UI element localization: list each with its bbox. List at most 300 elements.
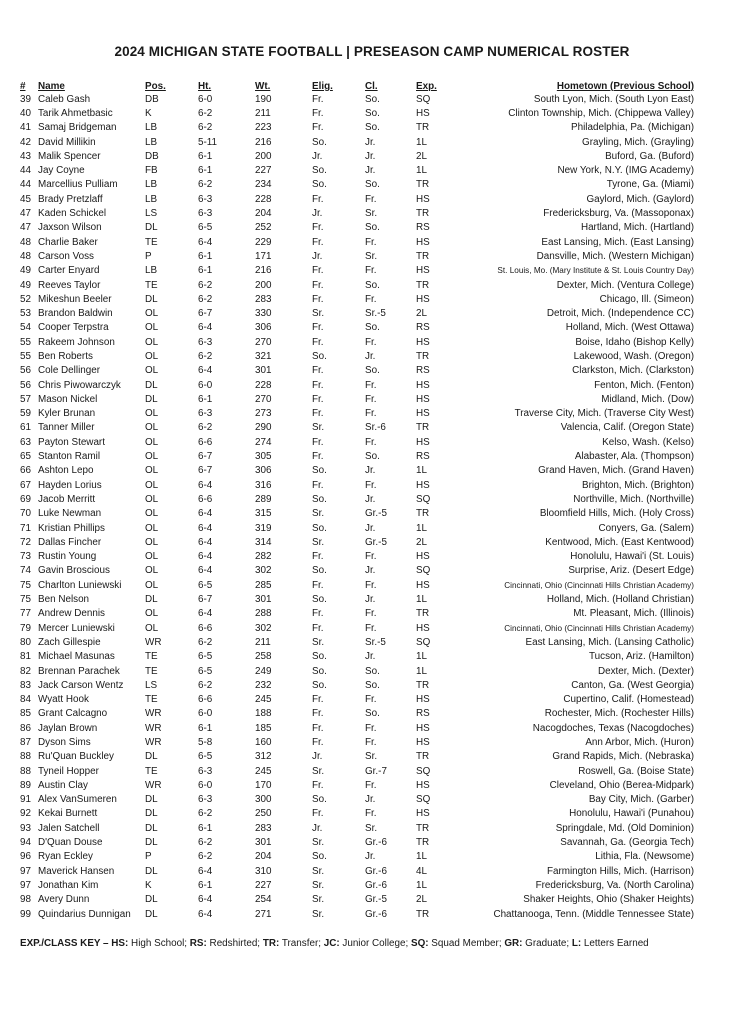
- player-name: Michael Masunas: [38, 651, 115, 663]
- player-name: Grant Calcagno: [38, 708, 108, 720]
- player-eligibility: So.: [312, 493, 327, 505]
- player-eligibility: So.: [312, 465, 327, 477]
- player-weight: 283: [255, 822, 272, 834]
- player-class: Sr.: [365, 250, 378, 262]
- player-height: 6-7: [198, 465, 213, 477]
- player-eligibility: Sr.: [312, 908, 325, 920]
- player-number: 40: [20, 107, 31, 119]
- player-eligibility: Sr.: [312, 422, 325, 434]
- table-row: [20, 235, 694, 249]
- player-name: Caleb Gash: [38, 93, 91, 105]
- player-eligibility: Sr.: [312, 879, 325, 891]
- player-eligibility: Fr.: [312, 322, 324, 334]
- player-position: LB: [145, 193, 158, 205]
- player-experience: HS: [416, 336, 430, 348]
- player-hometown: Boise, Idaho (Bishop Kelly): [575, 336, 694, 348]
- player-hometown: Cincinnati, Ohio (Cincinnati Hills Christian Academy): [504, 580, 694, 590]
- player-height: 6-4: [198, 908, 213, 920]
- player-weight: 252: [255, 222, 272, 234]
- table-row: [20, 878, 694, 892]
- player-experience: HS: [416, 808, 430, 820]
- header-number: #: [20, 80, 26, 92]
- player-experience: TR: [416, 822, 430, 834]
- player-number: 97: [20, 865, 31, 877]
- player-name: Ashton Lepo: [38, 465, 94, 477]
- player-eligibility: Sr.: [312, 865, 325, 877]
- player-name: Kyler Brunan: [38, 408, 96, 420]
- player-height: 6-7: [198, 451, 213, 463]
- player-position: OL: [145, 479, 159, 491]
- player-position: DL: [145, 594, 158, 606]
- player-weight: 301: [255, 837, 272, 849]
- player-eligibility: Fr.: [312, 393, 324, 405]
- player-name: Gavin Broscious: [38, 565, 110, 577]
- header-name: Name: [38, 80, 65, 92]
- player-hometown: Dexter, Mich. (Ventura College): [556, 279, 694, 291]
- player-experience: TR: [416, 679, 430, 691]
- table-row: [20, 407, 694, 421]
- player-hometown: Conyers, Ga. (Salem): [598, 522, 694, 534]
- roster-table: [20, 80, 694, 921]
- player-experience: RS: [416, 708, 430, 720]
- player-position: OL: [145, 536, 159, 548]
- player-experience: RS: [416, 322, 430, 334]
- player-experience: HS: [416, 236, 430, 248]
- player-eligibility: Fr.: [312, 708, 324, 720]
- player-position: WR: [145, 737, 162, 748]
- player-number: 41: [20, 122, 31, 134]
- player-height: 6-5: [198, 751, 213, 763]
- table-row: [20, 650, 694, 664]
- player-weight: 285: [255, 579, 272, 591]
- player-hometown: Alabaster, Ala. (Thompson): [574, 451, 694, 463]
- player-height: 6-2: [198, 808, 213, 820]
- player-hometown: Grand Rapids, Mich. (Nebraska): [552, 751, 694, 763]
- player-position: OL: [145, 622, 159, 634]
- player-name: Carson Voss: [38, 250, 94, 262]
- player-class: So.: [365, 93, 380, 105]
- player-height: 6-1: [198, 822, 213, 834]
- player-height: 6-1: [198, 150, 213, 162]
- player-weight: 289: [255, 493, 272, 505]
- player-position: DL: [145, 379, 158, 391]
- player-experience: 1L: [416, 522, 427, 534]
- player-position: DB: [145, 93, 159, 105]
- player-weight: 204: [255, 851, 272, 863]
- player-position: DL: [145, 908, 158, 920]
- player-number: 49: [20, 279, 31, 291]
- player-number: 89: [20, 779, 31, 791]
- roster-body: [20, 92, 694, 921]
- player-experience: SQ: [416, 493, 431, 505]
- player-eligibility: Sr.: [312, 894, 325, 906]
- player-height: 6-4: [198, 565, 213, 577]
- player-eligibility: Fr.: [312, 265, 324, 277]
- player-eligibility: Fr.: [312, 107, 324, 119]
- player-hometown: Holland, Mich. (Holland Christian): [546, 594, 694, 606]
- player-number: 93: [20, 822, 31, 834]
- player-weight: 270: [255, 336, 272, 348]
- player-class: Gr.-6: [365, 879, 387, 891]
- player-height: 6-4: [198, 365, 213, 377]
- player-experience: 1L: [416, 665, 427, 677]
- player-number: 91: [20, 794, 31, 806]
- player-position: OL: [145, 365, 159, 377]
- player-name: Mercer Luniewski: [38, 622, 115, 634]
- player-eligibility: So.: [312, 651, 327, 663]
- player-class: So.: [365, 365, 380, 377]
- player-name: Malik Spencer: [38, 150, 101, 162]
- player-number: 59: [20, 408, 31, 420]
- player-class: Gr.-6: [365, 865, 387, 877]
- player-name: Ryan Eckley: [38, 851, 93, 863]
- table-row: [20, 607, 694, 621]
- player-eligibility: Sr.: [312, 308, 325, 320]
- player-weight: 160: [255, 737, 272, 748]
- player-name: Brennan Parachek: [38, 665, 120, 677]
- player-experience: HS: [416, 293, 430, 305]
- player-height: 6-2: [198, 122, 213, 134]
- player-weight: 306: [255, 465, 272, 477]
- player-hometown: Philadelphia, Pa. (Michigan): [571, 122, 694, 134]
- player-eligibility: Fr.: [312, 608, 324, 620]
- table-row: [20, 893, 694, 907]
- player-number: 96: [20, 851, 31, 863]
- table-row: [20, 778, 694, 792]
- player-height: 6-6: [198, 493, 213, 505]
- player-experience: SQ: [416, 93, 431, 105]
- player-hometown: Rochester, Mich. (Rochester Hills): [544, 708, 694, 720]
- table-row: [20, 907, 694, 921]
- player-weight: 305: [255, 451, 272, 463]
- table-row: [20, 793, 694, 807]
- player-hometown: Buford, Ga. (Buford): [605, 150, 694, 162]
- player-class: Sr.: [365, 751, 378, 763]
- player-name: Jay Coyne: [38, 165, 85, 177]
- player-class: So.: [365, 222, 380, 234]
- player-name: Avery Dunn: [38, 894, 90, 906]
- player-height: 6-4: [198, 236, 213, 248]
- player-eligibility: Fr.: [312, 365, 324, 377]
- key-code: RS:: [189, 938, 207, 949]
- player-number: 39: [20, 93, 31, 105]
- player-hometown: Ann Arbor, Mich. (Huron): [585, 737, 694, 748]
- player-hometown: St. Louis, Mo. (Mary Institute & St. Louis Country Day): [497, 266, 694, 276]
- player-experience: 2L: [416, 894, 427, 906]
- player-position: DL: [145, 837, 158, 849]
- player-class: Jr.: [365, 565, 376, 577]
- player-experience: HS: [416, 408, 430, 420]
- player-number: 47: [20, 208, 31, 220]
- player-hometown: East Lansing, Mich. (Lansing Catholic): [525, 636, 694, 648]
- player-hometown: New York, N.Y. (IMG Academy): [557, 165, 694, 177]
- player-class: Sr.: [365, 822, 378, 834]
- player-weight: 190: [255, 93, 272, 105]
- key-description: Graduate;: [522, 938, 572, 949]
- player-eligibility: Fr.: [312, 694, 324, 706]
- player-number: 69: [20, 493, 31, 505]
- player-hometown: Fenton, Mich. (Fenton): [594, 379, 694, 391]
- player-class: Jr.: [365, 165, 376, 177]
- player-hometown: Lakewood, Wash. (Oregon): [573, 350, 694, 362]
- player-experience: 1L: [416, 594, 427, 606]
- player-experience: TR: [416, 422, 430, 434]
- player-position: WR: [145, 779, 162, 791]
- player-height: 6-6: [198, 436, 213, 448]
- player-experience: HS: [416, 722, 430, 734]
- player-height: 6-5: [198, 579, 213, 591]
- player-number: 82: [20, 665, 31, 677]
- player-experience: 2L: [416, 150, 427, 162]
- player-experience: HS: [416, 193, 430, 205]
- player-weight: 271: [255, 908, 272, 920]
- player-hometown: Roswell, Ga. (Boise State): [578, 765, 694, 777]
- player-class: Sr.-6: [365, 422, 386, 434]
- player-number: 54: [20, 322, 31, 334]
- table-row: [20, 850, 694, 864]
- player-experience: 1L: [416, 651, 427, 663]
- player-weight: 229: [255, 236, 272, 248]
- table-row: [20, 321, 694, 335]
- player-hometown: Cleveland, Ohio (Berea-Midpark): [549, 779, 694, 791]
- player-hometown: Springdale, Md. (Old Dominion): [555, 822, 694, 834]
- player-hometown: Gaylord, Mich. (Gaylord): [586, 193, 694, 205]
- player-class: So.: [365, 679, 380, 691]
- player-eligibility: Fr.: [312, 279, 324, 291]
- player-class: Jr.: [365, 851, 376, 863]
- player-name: Stanton Ramil: [38, 451, 101, 463]
- player-experience: HS: [416, 265, 430, 277]
- table-row: [20, 392, 694, 406]
- player-hometown: Shaker Heights, Ohio (Shaker Heights): [523, 894, 694, 906]
- player-experience: TR: [416, 508, 430, 520]
- player-experience: HS: [416, 737, 430, 748]
- player-weight: 216: [255, 136, 272, 148]
- table-row: [20, 835, 694, 849]
- player-number: 87: [20, 737, 31, 748]
- player-eligibility: So.: [312, 350, 327, 362]
- player-number: 73: [20, 551, 31, 563]
- player-number: 88: [20, 751, 31, 763]
- player-height: 6-0: [198, 93, 213, 105]
- player-name: Dyson Sims: [38, 737, 91, 748]
- player-height: 6-2: [198, 293, 213, 305]
- key-description: Letters Earned: [581, 938, 649, 949]
- player-height: 6-1: [198, 722, 213, 734]
- player-height: 6-4: [198, 522, 213, 534]
- player-eligibility: Jr.: [312, 150, 323, 162]
- player-class: Fr.: [365, 293, 377, 305]
- header-class: Cl.: [365, 80, 378, 92]
- player-position: OL: [145, 565, 159, 577]
- player-position: LS: [145, 679, 158, 691]
- player-weight: 302: [255, 565, 272, 577]
- player-weight: 301: [255, 365, 272, 377]
- table-row: [20, 478, 694, 492]
- player-hometown: Tucson, Ariz. (Hamilton): [589, 651, 694, 663]
- player-number: 47: [20, 222, 31, 234]
- player-class: Jr.: [365, 350, 376, 362]
- player-name: Maverick Hansen: [38, 865, 115, 877]
- player-height: 6-4: [198, 322, 213, 334]
- player-number: 49: [20, 265, 31, 277]
- player-class: Jr.: [365, 465, 376, 477]
- player-weight: 200: [255, 279, 272, 291]
- player-class: Jr.: [365, 136, 376, 148]
- player-experience: SQ: [416, 636, 431, 648]
- player-class: Fr.: [365, 236, 377, 248]
- key-code: L:: [571, 938, 582, 949]
- player-eligibility: So.: [312, 794, 327, 806]
- table-row: [20, 249, 694, 263]
- table-row: [20, 121, 694, 135]
- table-row: [20, 564, 694, 578]
- player-name: Marcellius Pulliam: [38, 179, 118, 191]
- table-row: [20, 364, 694, 378]
- player-number: 65: [20, 451, 31, 463]
- player-name: Wyatt Hook: [38, 694, 89, 706]
- roster-header-row: [20, 80, 694, 92]
- player-weight: 200: [255, 150, 272, 162]
- player-number: 92: [20, 808, 31, 820]
- player-name: Jacob Merritt: [38, 493, 96, 505]
- player-class: So.: [365, 279, 380, 291]
- table-row: [20, 349, 694, 363]
- player-name: Jaylan Brown: [38, 722, 98, 734]
- player-name: Chris Piwowarczyk: [38, 379, 121, 391]
- player-eligibility: So.: [312, 665, 327, 677]
- key-code: GR:: [504, 938, 523, 949]
- player-class: Fr.: [365, 722, 377, 734]
- table-row: [20, 464, 694, 478]
- player-eligibility: Fr.: [312, 379, 324, 391]
- player-weight: 321: [255, 350, 272, 362]
- player-number: 83: [20, 679, 31, 691]
- player-name: Cole Dellinger: [38, 365, 101, 377]
- player-height: 6-2: [198, 679, 213, 691]
- player-weight: 330: [255, 308, 272, 320]
- player-experience: TR: [416, 122, 430, 134]
- player-height: 6-7: [198, 594, 213, 606]
- player-height: 6-1: [198, 250, 213, 262]
- player-class: Sr.-5: [365, 308, 386, 320]
- player-eligibility: Fr.: [312, 779, 324, 791]
- table-row: [20, 292, 694, 306]
- player-name: Jack Carson Wentz: [38, 679, 124, 691]
- player-height: 5-11: [198, 136, 218, 148]
- player-number: 52: [20, 293, 31, 305]
- player-height: 6-4: [198, 508, 213, 520]
- player-experience: RS: [416, 365, 430, 377]
- player-height: 6-4: [198, 865, 213, 877]
- player-position: DB: [145, 150, 159, 162]
- player-class: Jr.: [365, 594, 376, 606]
- header-eligibility: Elig.: [312, 80, 333, 92]
- player-eligibility: Fr.: [312, 451, 324, 463]
- player-hometown: Detroit, Mich. (Independence CC): [546, 308, 694, 320]
- player-position: OL: [145, 465, 159, 477]
- player-position: DL: [145, 865, 158, 877]
- player-position: DL: [145, 822, 158, 834]
- player-experience: RS: [416, 451, 430, 463]
- player-weight: 312: [255, 751, 272, 763]
- player-eligibility: Fr.: [312, 236, 324, 248]
- player-position: OL: [145, 493, 159, 505]
- player-number: 66: [20, 465, 31, 477]
- player-hometown: Fredericksburg, Va. (Massoponax): [543, 208, 694, 220]
- player-experience: HS: [416, 779, 430, 791]
- player-number: 97: [20, 879, 31, 891]
- player-eligibility: So.: [312, 851, 327, 863]
- player-class: Fr.: [365, 622, 377, 634]
- table-row: [20, 435, 694, 449]
- player-hometown: Honolulu, Hawai'i (St. Louis): [570, 551, 694, 563]
- player-position: OL: [145, 608, 159, 620]
- player-hometown: Lithia, Fla. (Newsome): [595, 851, 694, 863]
- player-hometown: Kentwood, Mich. (East Kentwood): [545, 536, 694, 548]
- player-class: Fr.: [365, 436, 377, 448]
- player-weight: 228: [255, 193, 272, 205]
- player-number: 80: [20, 636, 31, 648]
- player-experience: HS: [416, 579, 430, 591]
- player-name: Reeves Taylor: [38, 279, 101, 291]
- player-number: 56: [20, 365, 31, 377]
- player-eligibility: Fr.: [312, 551, 324, 563]
- player-experience: TR: [416, 179, 430, 191]
- player-eligibility: Jr.: [312, 250, 323, 262]
- player-number: 57: [20, 393, 31, 405]
- player-weight: 211: [255, 636, 271, 648]
- player-position: TE: [145, 765, 158, 777]
- player-name: Rakeem Johnson: [38, 336, 115, 348]
- player-height: 6-1: [198, 165, 213, 177]
- player-class: Jr.: [365, 794, 376, 806]
- player-position: WR: [145, 722, 162, 734]
- player-eligibility: Sr.: [312, 508, 325, 520]
- player-weight: 227: [255, 879, 272, 891]
- player-hometown: Northville, Mich. (Northville): [573, 493, 694, 505]
- player-experience: TR: [416, 837, 430, 849]
- table-row: [20, 507, 694, 521]
- player-experience: HS: [416, 551, 430, 563]
- player-hometown: Mt. Pleasant, Mich. (Illinois): [573, 608, 694, 620]
- player-class: So.: [365, 122, 380, 134]
- player-hometown: Honolulu, Hawai'i (Punahou): [569, 808, 694, 820]
- player-eligibility: So.: [312, 679, 327, 691]
- table-row: [20, 721, 694, 735]
- player-hometown: Brighton, Mich. (Brighton): [582, 479, 694, 491]
- table-row: [20, 264, 694, 278]
- player-number: 55: [20, 336, 31, 348]
- player-name: Payton Stewart: [38, 436, 105, 448]
- key-description: Transfer;: [279, 938, 324, 949]
- player-hometown: Canton, Ga. (West Georgia): [571, 679, 694, 691]
- player-number: 55: [20, 350, 31, 362]
- player-class: Fr.: [365, 579, 377, 591]
- player-hometown: Farmington Hills, Mich. (Harrison): [546, 865, 694, 877]
- player-position: TE: [145, 694, 158, 706]
- player-experience: TR: [416, 350, 430, 362]
- player-class: So.: [365, 107, 380, 119]
- player-name: Kaden Schickel: [38, 208, 107, 220]
- player-number: 81: [20, 651, 31, 663]
- player-height: 6-0: [198, 379, 213, 391]
- table-row: [20, 163, 694, 177]
- player-weight: 171: [255, 250, 272, 262]
- table-row: [20, 192, 694, 206]
- player-position: DL: [145, 293, 158, 305]
- player-name: Kristian Phillips: [38, 522, 105, 534]
